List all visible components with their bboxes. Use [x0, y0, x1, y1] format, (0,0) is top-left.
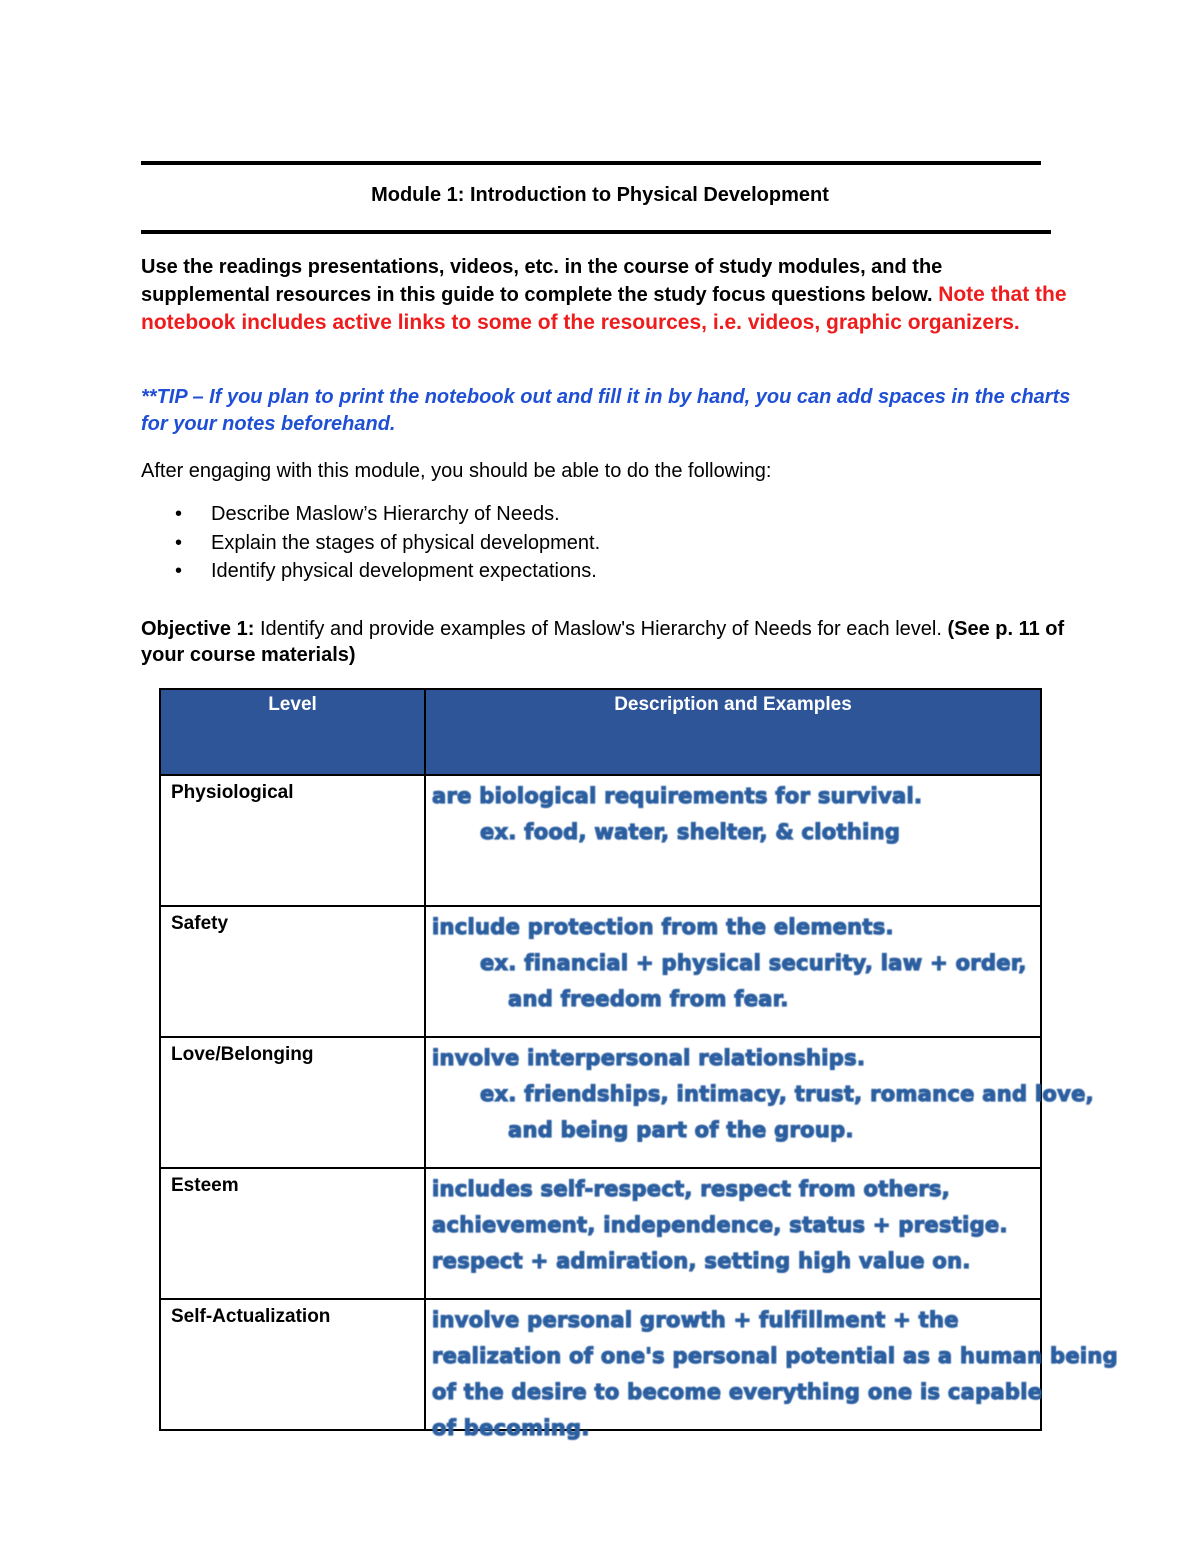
- bullet-icon: •: [175, 503, 183, 525]
- description-cell: [425, 906, 1041, 1037]
- bullet-icon: •: [175, 531, 183, 554]
- handwritten-line: involve interpersonal relationships.: [432, 1046, 866, 1070]
- header-description: Description and Examples: [425, 689, 1041, 775]
- handwritten-line: are biological requirements for survival.: [432, 784, 923, 808]
- handwritten-line: and being part of the group.: [508, 1118, 854, 1142]
- intro-bold-text: Use the readings presentations, videos, etc. in the course of study modules, and the supplemental resources in this guide to complete the study focus questions below.: [141, 256, 943, 306]
- handwritten-line: ex. food, water, shelter, & clothing: [480, 820, 901, 844]
- intro-paragraph: [141, 254, 1071, 337]
- handwritten-notes: [432, 909, 1027, 1017]
- handwritten-line: achievement, independence, status + prestige.: [432, 1213, 1008, 1237]
- list-item: • Explain the stages of physical development.: [141, 529, 1071, 558]
- table-header-row: [160, 689, 1041, 775]
- level-cell: Self-Actualization: [160, 1299, 425, 1430]
- description-cell: [425, 1037, 1094, 1168]
- table-row: [160, 906, 1041, 1037]
- table-row: [160, 1299, 1041, 1430]
- intro-note-text: Note that the notebook includes active links to some of the resources, i.e. videos, graphic organizers.: [141, 283, 1067, 334]
- bullet-icon: •: [175, 560, 183, 582]
- handwritten-notes: [432, 1040, 1094, 1148]
- maslow-table: [159, 688, 1118, 1440]
- objective-note: (See p. 11 of your course materials): [141, 618, 1065, 666]
- level-cell: Esteem: [160, 1168, 425, 1299]
- description-cell: [425, 1299, 1118, 1440]
- handwritten-line: involve personal growth + fulfillment + the: [432, 1308, 959, 1332]
- level-cell: Safety: [160, 906, 425, 1037]
- table-row: [160, 775, 1041, 906]
- level-cell: Physiological: [160, 775, 425, 906]
- handwritten-line: realization of one's personal potential as a human being: [432, 1344, 1118, 1368]
- objective-label: Objective 1:: [141, 618, 255, 640]
- handwritten-line: of becoming.: [432, 1416, 590, 1440]
- header-level: Level: [160, 689, 425, 775]
- table-row: [160, 1168, 1041, 1299]
- tip-paragraph: **TIP – If you plan to print the notebook out and fill it in by hand, you can add spaces in the charts for your notes beforehand.: [141, 386, 1071, 435]
- learning-outcomes-list: [141, 500, 1071, 586]
- objective-paragraph: [141, 616, 1071, 668]
- learning-outcomes-intro: After engaging with this module, you should be able to do the following:: [141, 460, 772, 482]
- title-divider: [141, 230, 1051, 234]
- list-item: • Describe Maslow’s Hierarchy of Needs.: [141, 500, 1071, 529]
- handwritten-line: of the desire to become everything one is capable: [432, 1380, 1043, 1404]
- page-title: Module 1: Introduction to Physical Development: [371, 184, 829, 206]
- handwritten-line: include protection from the elements.: [432, 915, 894, 939]
- description-cell: [425, 1168, 1041, 1299]
- list-item: • Identify physical development expectations.: [141, 557, 1071, 586]
- handwritten-line: and freedom from fear.: [508, 987, 789, 1011]
- handwritten-notes: [432, 1171, 1008, 1279]
- handwritten-line: ex. financial + physical security, law + order,: [480, 951, 1027, 975]
- table-row: [160, 1037, 1041, 1168]
- description-cell: [425, 775, 1041, 906]
- level-cell: Love/Belonging: [160, 1037, 425, 1168]
- top-divider: [141, 161, 1041, 165]
- handwritten-notes: [432, 1302, 1118, 1446]
- objective-text: Identify and provide examples of Maslow's Hierarchy of Needs for each level.: [259, 618, 942, 640]
- handwritten-line: ex. friendships, intimacy, trust, romance and love,: [480, 1082, 1094, 1106]
- handwritten-line: includes self-respect, respect from others,: [432, 1177, 951, 1201]
- handwritten-notes: [432, 778, 922, 850]
- handwritten-line: respect + admiration, setting high value on.: [432, 1249, 971, 1273]
